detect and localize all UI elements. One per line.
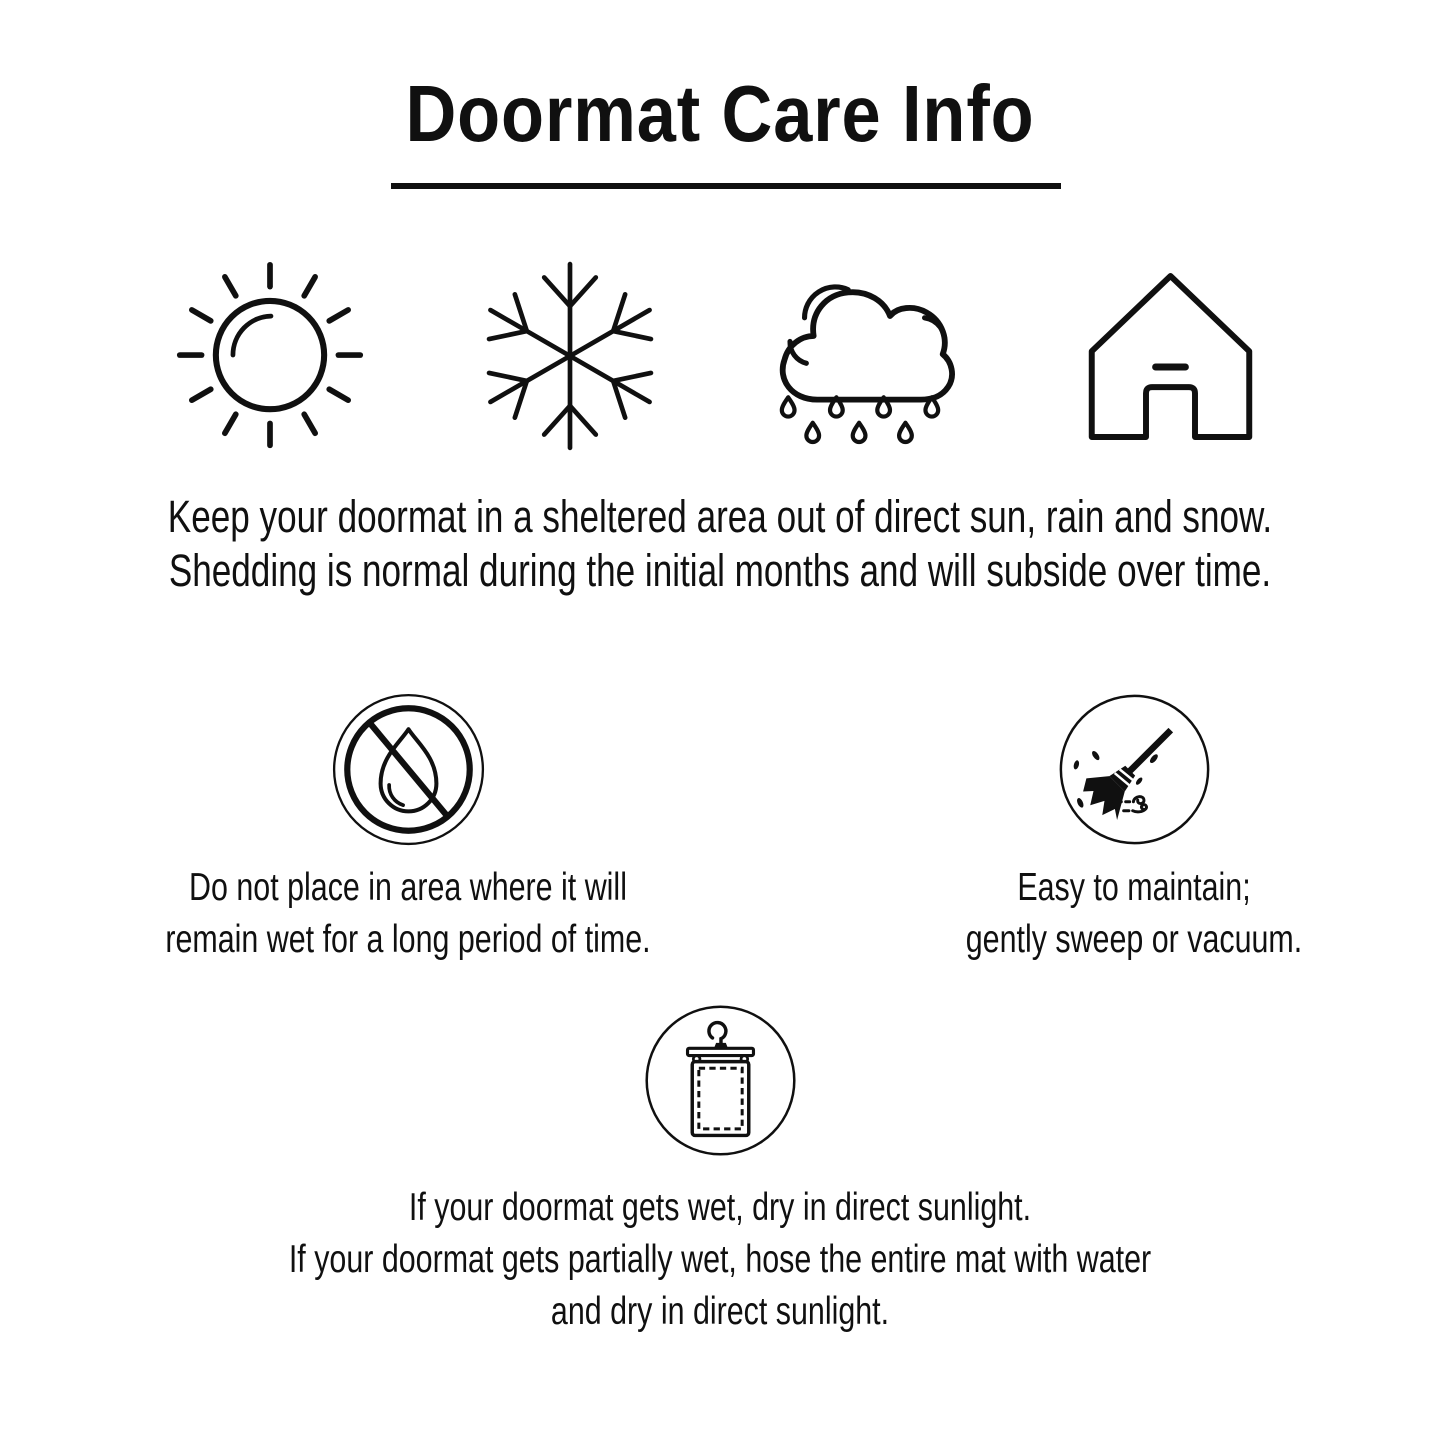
intro-line-2: Shedding is normal during the initial months and will subside over time. [168,545,1272,596]
weather-icon-row [0,250,1440,462]
broom-sweep-icon [1057,692,1212,847]
no-water-icon-box [331,692,486,847]
drying-caption-line-1: If your doormat gets wet, dry in direct sunlight. [408,1186,1032,1229]
rain-cloud-icon-box [770,250,970,462]
sweep-caption [861,862,1407,966]
intro-text [158,490,1281,598]
sweep-caption-line-2: gently sweep or vacuum. [965,918,1303,961]
no-water-caption-line-2: remain wet for a long period of time. [165,918,651,961]
house-icon-box [1070,250,1270,462]
snowflake-icon [484,258,656,454]
sun-icon-box [170,250,370,462]
title-underline [391,183,1061,189]
hanging-mat-icon [642,1002,799,1159]
no-water-caption [135,862,681,966]
drying-caption-line-3: and dry in direct sunlight. [550,1290,890,1333]
hanging-mat-icon-box [642,1002,799,1159]
no-water-icon [331,692,486,847]
sweep-caption-line-1: Easy to maintain; [1017,866,1251,909]
sun-icon [175,256,365,456]
page-title: Doormat Care Info [405,69,1035,158]
no-water-caption-line-1: Do not place in area where it will [189,866,627,909]
house-icon [1083,269,1258,444]
drying-caption-line-2: If your doormat gets partially wet, hose the entire mat with water [288,1238,1152,1281]
drying-caption [158,1182,1281,1338]
intro-line-1: Keep your doormat in a sheltered area out of direct sun, rain and snow. [167,491,1273,542]
rain-cloud-icon [770,263,970,449]
broom-sweep-icon-box [1057,692,1212,847]
snowflake-icon-box [470,250,670,462]
